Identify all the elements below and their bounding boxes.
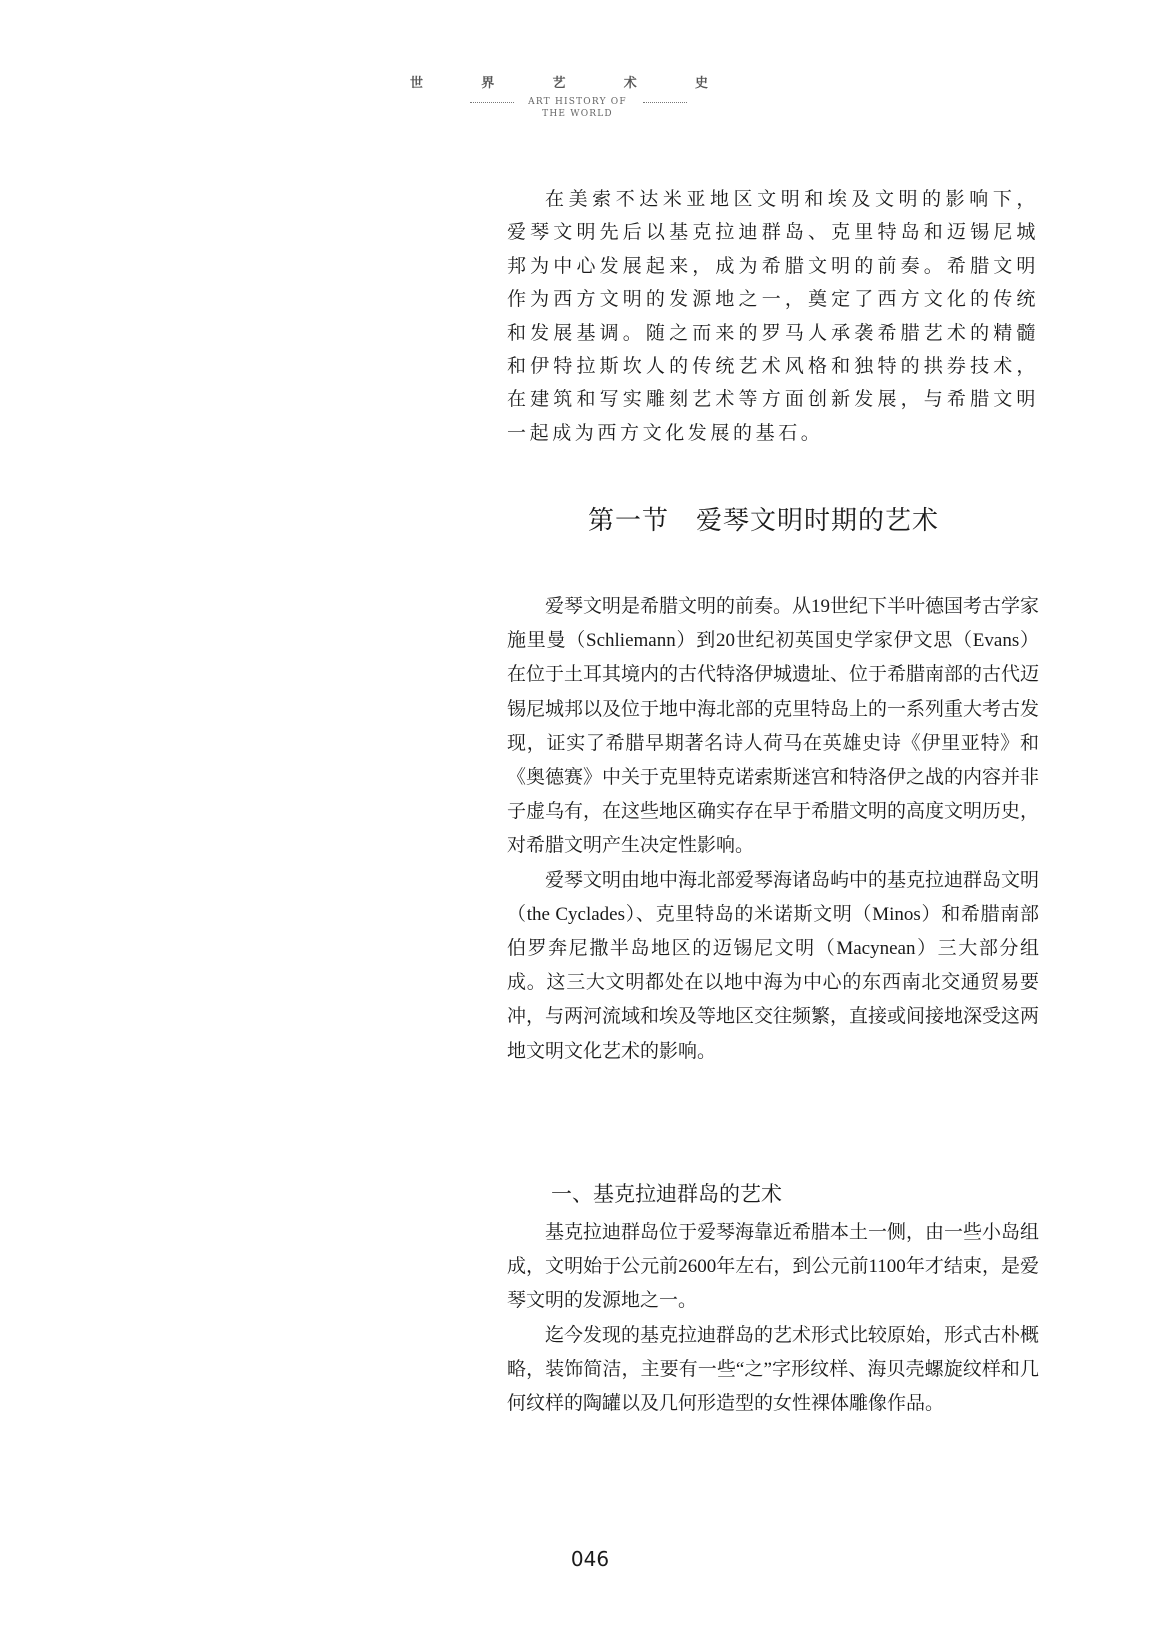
running-head-subtitle-line2: THE WORLD [542, 109, 613, 119]
section-body [507, 590, 1039, 1069]
body-paragraph: 基克拉迪群岛位于爱琴海靠近希腊本土一侧，由一些小岛组成，文明始于公元前2600年左右，到公元前1100年才结束，是爱琴文明的发源地之一。 [507, 1222, 1040, 1312]
section-heading: 第一节 爱琴文明时期的艺术 [588, 506, 940, 536]
running-head-dots-right [643, 102, 687, 103]
running-head [410, 72, 740, 132]
body-paragraph: 爱琴文明是希腊文明的前奏。从19世纪下半叶德国考古学家施里曼（Schliemann）到20世纪初英国史学家伊文思（Evans）在位于土耳其境内的古代特洛伊城遗址、位于希腊南部的古代迈锡尼城邦以及位于地中海北部的克里特岛上的一系列重大考古发现，证实了希腊早期著名诗人荷马在英雄史诗《伊里亚特》和《奥德赛》中关于克里特克诺索斯迷宫和特洛伊之战的内容并非子虚乌有，在这些地区确实存在早于希腊文明的高度文明历史，对希腊文明产生决定性影响。 [507, 596, 1040, 857]
running-head-title [410, 72, 710, 91]
running-head-subtitle [510, 96, 645, 120]
subsection-heading: 一、基克拉迪群岛的艺术 [551, 1182, 782, 1206]
body-paragraph: 迄今发现的基克拉迪群岛的艺术形式比较原始，形式古朴概略，装饰简洁，主要有一些“之”字形纹样、海贝壳螺旋纹样和几何纹样的陶罐以及几何形造型的女性裸体雕像作品。 [507, 1324, 1040, 1415]
running-head-char: 史 [694, 76, 710, 91]
body-paragraph: 爱琴文明由地中海北部爱琴海诸岛屿中的基克拉迪群岛文明（the Cyclades）、克里特岛的米诺斯文明（Minos）和希腊南部伯罗奔尼撒半岛地区的迈锡尼文明（Macynean）三大部分组成。这三大文明都处在以地中海为中心的东西南北交通贸易要冲，与两河流域和埃及等地区交往频繁，直接或间接地深受这两地文明文化艺术的影响。 [507, 869, 1040, 1062]
running-head-char: 术 [623, 76, 639, 91]
running-head-dots-left [470, 102, 514, 103]
running-head-char: 世 [410, 76, 426, 91]
running-head-subtitle-line1: ART HISTORY OF [528, 97, 627, 107]
page-number: 046 [570, 1547, 610, 1571]
chapter-intro-paragraph: 在美索不达米亚地区文明和埃及文明的影响下，爱琴文明先后以基克拉迪群岛、克里特岛和迈锡尼城邦为中心发展起来，成为希腊文明的前奏。希腊文明作为西方文明的发源地之一，奠定了西方文化的传统和发展基调。随之而来的罗马人承袭希腊艺术的精髓和伊特拉斯坎人的传统艺术风格和独特的拱券技术，在建筑和写实雕刻艺术等方面创新发展，与希腊文明一起成为西方文化发展的基石。 [507, 188, 1039, 444]
running-head-char: 界 [481, 76, 497, 91]
running-head-char: 艺 [552, 76, 568, 91]
subsection-body [507, 1216, 1039, 1421]
